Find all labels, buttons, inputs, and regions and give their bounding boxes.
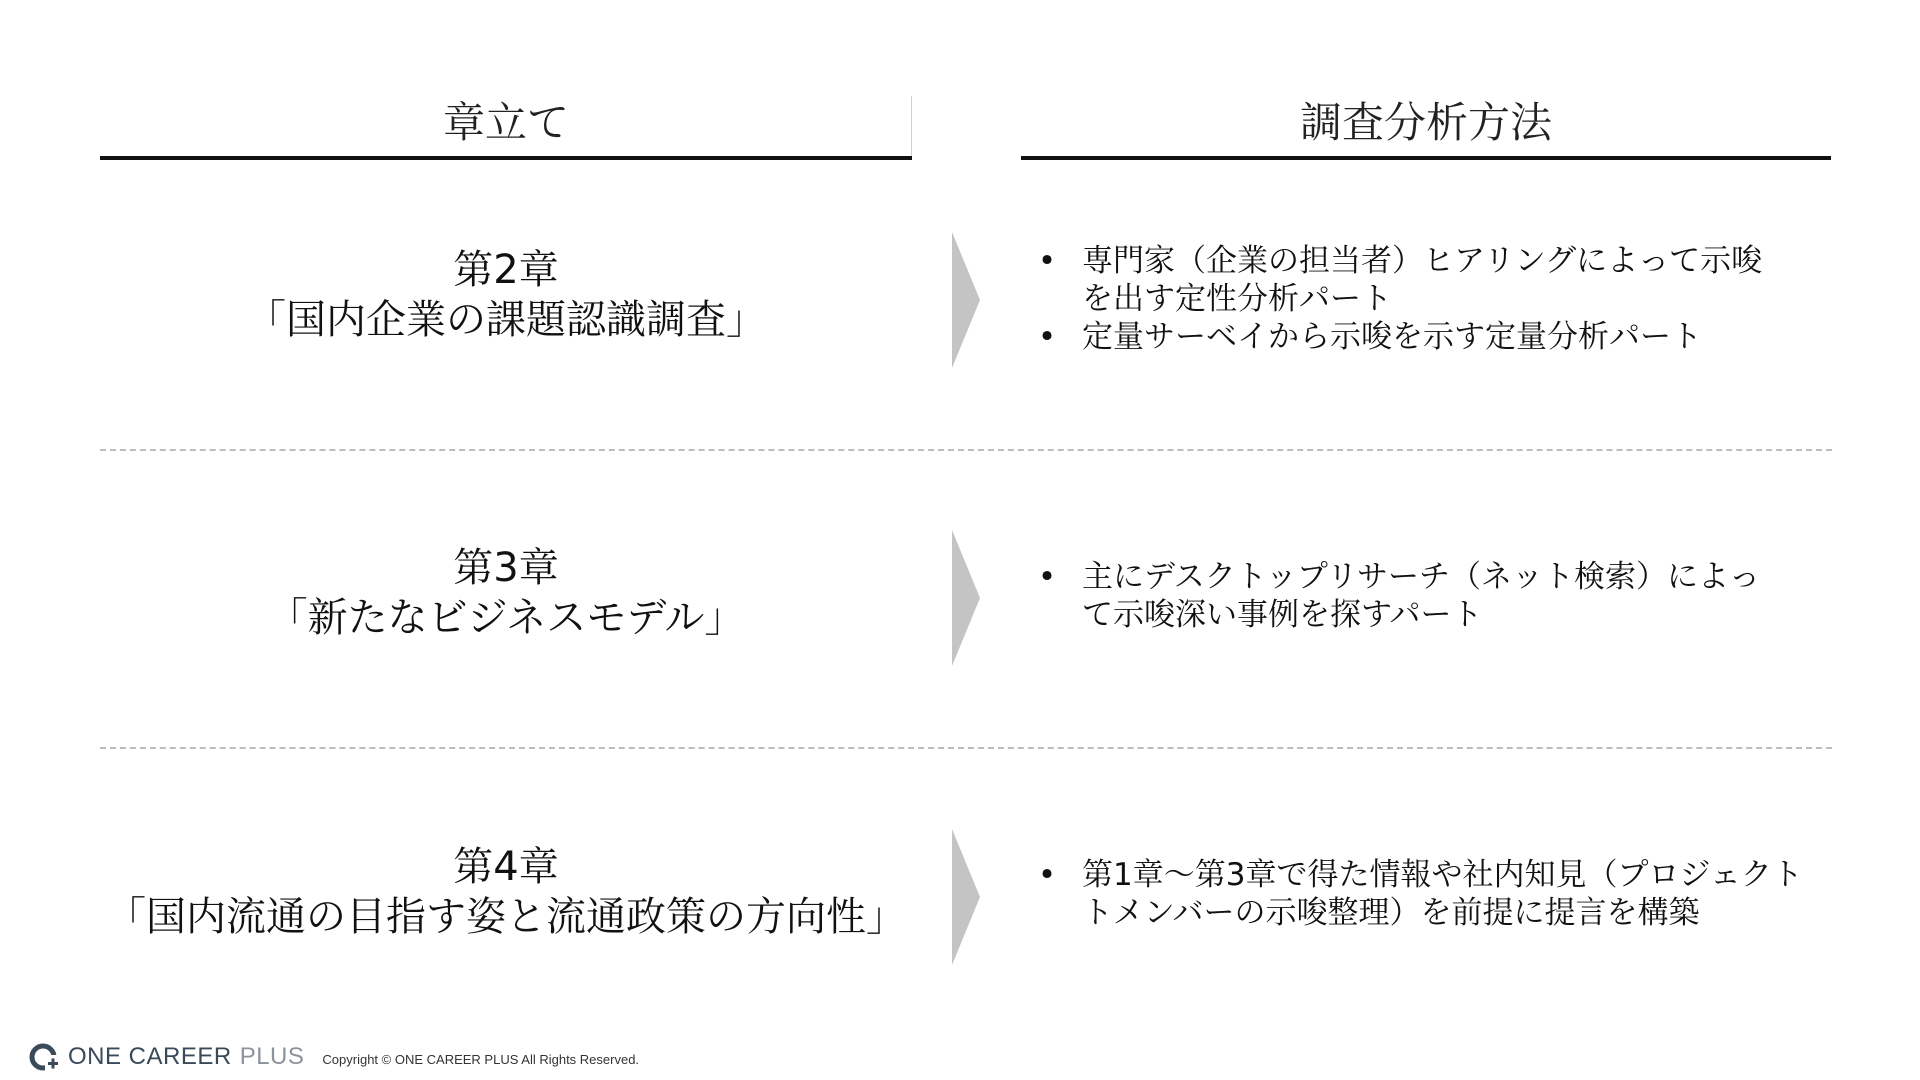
chevron-right-icon <box>952 530 980 666</box>
chevron-right-icon <box>952 232 980 368</box>
row-divider <box>100 747 1832 749</box>
chapter-number: 第4章 <box>453 844 559 890</box>
bullet-line: て示唆深い事例を探すパート <box>1082 597 1483 633</box>
bullet-line: を出す定性分析パート <box>1082 281 1392 317</box>
bullet-dot: • <box>1037 559 1057 595</box>
brand-logo-main: ONE CAREER <box>68 1043 232 1070</box>
bullet-line: 主にデスクトップリサーチ（ネット検索）によっ <box>1082 559 1760 595</box>
chapter-number: 第2章 <box>453 247 559 293</box>
list-item <box>1036 856 1816 932</box>
header-chapters <box>100 92 912 160</box>
list-item <box>1036 318 1816 356</box>
row-divider <box>100 449 1832 451</box>
bullet-line: 第1章〜第3章で得た情報や社内知見（プロジェクト <box>1082 857 1803 893</box>
header-divider-tick <box>911 96 912 156</box>
bullet-dot: • <box>1037 857 1057 893</box>
header-methods-label: 調査分析方法 <box>1299 98 1552 147</box>
list-item <box>1036 558 1816 634</box>
bullet-line: 定量サーベイから示唆を示す定量分析パート <box>1082 319 1702 355</box>
brand-logo-plus: PLUS <box>239 1043 305 1070</box>
copyright-text: Copyright © ONE CAREER PLUS All Rights Reserved. <box>322 1051 640 1067</box>
bullet-line: 専門家（企業の担当者）ヒアリングによって示唆 <box>1082 243 1763 279</box>
header-chapters-label: 章立て <box>442 98 569 147</box>
bullet-dot: • <box>1037 243 1057 279</box>
chapter-name: 「国内企業の課題認識調査」 <box>246 297 766 343</box>
chapter-4-methods <box>1036 856 1816 932</box>
header-methods <box>1021 92 1831 160</box>
bullet-line: トメンバーの示唆整理）を前提に提言を構築 <box>1082 895 1700 931</box>
list-item <box>1036 242 1816 318</box>
brand-logo-text <box>68 1043 304 1071</box>
footer <box>28 1040 639 1074</box>
chevron-right-icon <box>952 829 980 965</box>
chapter-2-title <box>100 245 912 345</box>
chapter-number: 第3章 <box>453 545 559 591</box>
chapter-name: 「新たなビジネスモデル」 <box>267 595 745 641</box>
chapter-2-methods <box>1036 242 1816 356</box>
one-career-logo-icon <box>28 1041 60 1073</box>
chapter-3-title <box>100 543 912 643</box>
chapter-3-methods <box>1036 558 1816 634</box>
chapter-name: 「国内流通の目指す姿と流通政策の方向性」 <box>106 894 906 940</box>
chapter-4-title <box>100 842 912 942</box>
bullet-dot: • <box>1037 319 1057 355</box>
